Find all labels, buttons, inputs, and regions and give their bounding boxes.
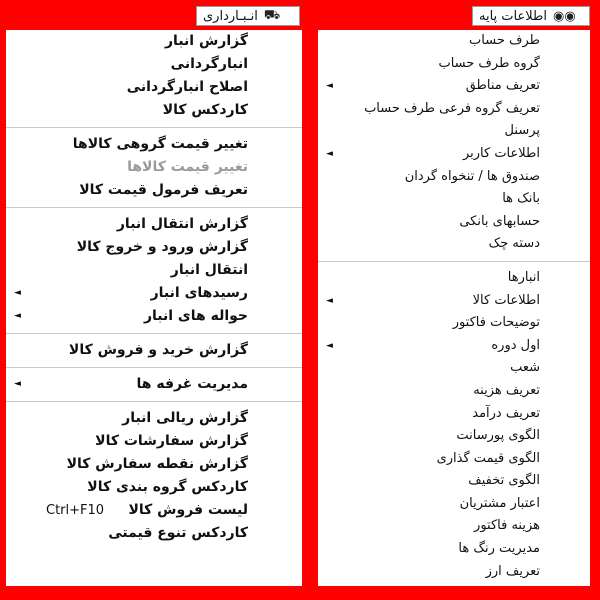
base-info-menu-item[interactable] (318, 515, 590, 538)
base-info-menu-item-label: طرف حساب (469, 33, 540, 48)
warehousing-menu-item[interactable] (6, 339, 302, 362)
menu-separator (6, 127, 302, 128)
base-info-menu-item-label: تعریف درآمد (472, 405, 540, 421)
tab-base-info[interactable] (472, 6, 590, 26)
submenu-arrow-icon: ◄ (14, 311, 21, 321)
warehousing-menu-item[interactable] (6, 179, 302, 202)
base-info-menu-item-label: مدیریت رنگ ها (458, 541, 540, 557)
warehousing-menu-item-label: انبارگردانی (170, 56, 248, 72)
base-info-menu-item-label: تعریف مناطق (465, 78, 540, 94)
base-info-menu-item[interactable] (318, 290, 590, 313)
base-info-menu-item[interactable] (318, 380, 590, 403)
base-info-menu-item-label: هزینه فاکتور (474, 518, 540, 534)
warehousing-menu-item-label: حواله های انبار (143, 308, 248, 324)
base-info-menu-item[interactable] (318, 120, 590, 143)
base-info-menu-item[interactable] (318, 538, 590, 561)
warehousing-menu-item[interactable] (6, 259, 302, 282)
base-info-menu-item[interactable] (318, 425, 590, 448)
warehousing-menu-item[interactable] (6, 99, 302, 122)
base-info-menu-item[interactable] (318, 403, 590, 426)
base-info-menu-item-label: الگوی تخفیف (468, 473, 540, 489)
warehousing-menu-item-label: گزارش سفارشات کالا (95, 433, 248, 449)
menu-separator (6, 367, 302, 368)
truck-icon: ⛟ (263, 7, 281, 23)
submenu-arrow-icon: ◄ (326, 81, 333, 92)
base-info-menu-item[interactable] (318, 53, 590, 76)
base-info-menu-item-label: صندوق ها / تنخواه گردان (404, 168, 540, 184)
warehousing-menu-item-label: کاردکس تنوع قیمتی (108, 525, 248, 541)
base-info-menu-item-label: توضیحات فاکتور (452, 315, 540, 331)
warehousing-menu-item[interactable] (6, 522, 302, 545)
base-info-menu-item-label: اطلاعات کالا (472, 292, 540, 308)
base-info-menu-item-label: حسابهای بانکی (459, 213, 540, 229)
warehousing-menu-item (6, 156, 302, 179)
base-info-menu-item[interactable] (318, 211, 590, 234)
base-info-menu-item[interactable] (318, 75, 590, 98)
base-info-menu-item[interactable] (318, 166, 590, 189)
warehousing-menu-item[interactable] (6, 53, 302, 76)
warehousing-menu-item-label: تغییر قیمت گروهی کالاها (72, 136, 248, 152)
base-info-menu-item-label: اول دوره (491, 337, 540, 353)
warehousing-menu-item[interactable] (6, 133, 302, 156)
warehousing-menu-item[interactable] (6, 305, 302, 328)
warehousing-menu-item[interactable] (6, 30, 302, 53)
base-info-menu-item-label: گروه طرف حساب (438, 55, 540, 71)
base-info-menu-item[interactable] (318, 493, 590, 516)
menu-separator (6, 207, 302, 208)
warehousing-menu-item-label: رسیدهای انبار (150, 285, 248, 301)
base-info-menu (318, 30, 590, 586)
base-info-menu-item[interactable] (318, 233, 590, 256)
warehousing-menu-item-label: انتقال انبار (170, 262, 248, 278)
base-info-menu-item[interactable] (318, 470, 590, 493)
warehousing-menu-item[interactable] (6, 76, 302, 99)
submenu-arrow-icon: ◄ (326, 295, 333, 306)
base-info-menu-item[interactable] (318, 312, 590, 335)
submenu-arrow-icon: ◄ (14, 288, 21, 298)
menu-separator (6, 401, 302, 402)
base-info-menu-item[interactable] (318, 357, 590, 380)
base-info-menu-item[interactable] (318, 30, 590, 53)
warehousing-menu-item-label: لیست فروش کالا (128, 502, 248, 518)
base-info-menu-item-label: اعتبار مشتریان (459, 495, 540, 511)
warehousing-menu-item[interactable] (6, 453, 302, 476)
base-info-menu-item-label: تعریف هزینه (473, 382, 540, 398)
warehousing-menu (6, 30, 302, 586)
tab-warehousing[interactable] (196, 6, 300, 26)
menu-separator (6, 333, 302, 334)
warehousing-menu-item[interactable] (6, 407, 302, 430)
warehousing-menu-item[interactable] (6, 236, 302, 259)
warehousing-menu-item[interactable] (6, 282, 302, 305)
binoculars-icon: ◉◉ (552, 8, 576, 24)
warehousing-menu-item[interactable] (6, 476, 302, 499)
tab-base-info-label: اطلاعات پایه (479, 8, 547, 24)
warehousing-menu-item-label: گزارش نقطه سفارش کالا (66, 456, 248, 472)
warehousing-menu-item[interactable] (6, 499, 302, 522)
base-info-menu-item-label: اطلاعات کاربر (462, 145, 540, 161)
base-info-menu-item[interactable] (318, 188, 590, 211)
warehousing-menu-item-label: کاردکس گروه بندی کالا (87, 479, 248, 495)
warehousing-menu-item-label: گزارش انبار (165, 33, 248, 49)
submenu-arrow-icon: ◄ (14, 379, 21, 389)
warehousing-menu-item-label: مدیریت غرفه ها (136, 376, 248, 392)
base-info-menu-item-label: الگوی پورسانت (456, 428, 540, 444)
warehousing-menu-item-label: تعریف فرمول قیمت کالا (79, 182, 248, 198)
warehousing-menu-item-label: گزارش ورود و خروج کالا (76, 239, 248, 255)
base-info-menu-item-label: شعب (510, 360, 540, 376)
warehousing-menu-item-label: گزارش خرید و فروش کالا (68, 342, 248, 358)
base-info-menu-item-label: تعریف ارز (485, 563, 540, 579)
base-info-menu-item-label: تعریف گروه فرعی طرف حساب (364, 100, 540, 116)
base-info-menu-item[interactable] (318, 335, 590, 358)
warehousing-menu-item[interactable] (6, 430, 302, 453)
warehousing-menu-item-label: تغییر قیمت کالاها (127, 159, 248, 175)
submenu-arrow-icon: ◄ (326, 340, 333, 351)
warehousing-menu-item-label: گزارش انتقال انبار (116, 216, 248, 232)
base-info-menu-item[interactable] (318, 143, 590, 166)
base-info-menu-item-label: الگوی قیمت گذاری (436, 450, 540, 466)
base-info-menu-item-label: انبارها (507, 269, 540, 285)
base-info-menu-item[interactable] (318, 98, 590, 121)
menu-separator (318, 261, 590, 262)
submenu-arrow-icon: ◄ (326, 148, 333, 159)
shortcut-label: Ctrl+F10 (46, 503, 105, 518)
base-info-menu-item-label: دسته چک (488, 236, 540, 252)
base-info-menu-item-label: بانک ها (502, 191, 540, 207)
warehousing-menu-item-label: گزارش ریالی انبار (122, 410, 248, 426)
warehousing-menu-item[interactable] (6, 213, 302, 236)
tab-warehousing-label: انـبـارداری (203, 8, 258, 24)
base-info-menu-item[interactable] (318, 448, 590, 471)
warehousing-menu-item[interactable] (6, 373, 302, 396)
warehousing-menu-item-label: کاردکس کالا (162, 102, 248, 118)
base-info-menu-item-label: پرسنل (504, 123, 540, 139)
base-info-menu-item[interactable] (318, 561, 590, 584)
base-info-menu-item[interactable] (318, 267, 590, 290)
warehousing-menu-item-label: اصلاح انبارگردانی (126, 79, 248, 95)
